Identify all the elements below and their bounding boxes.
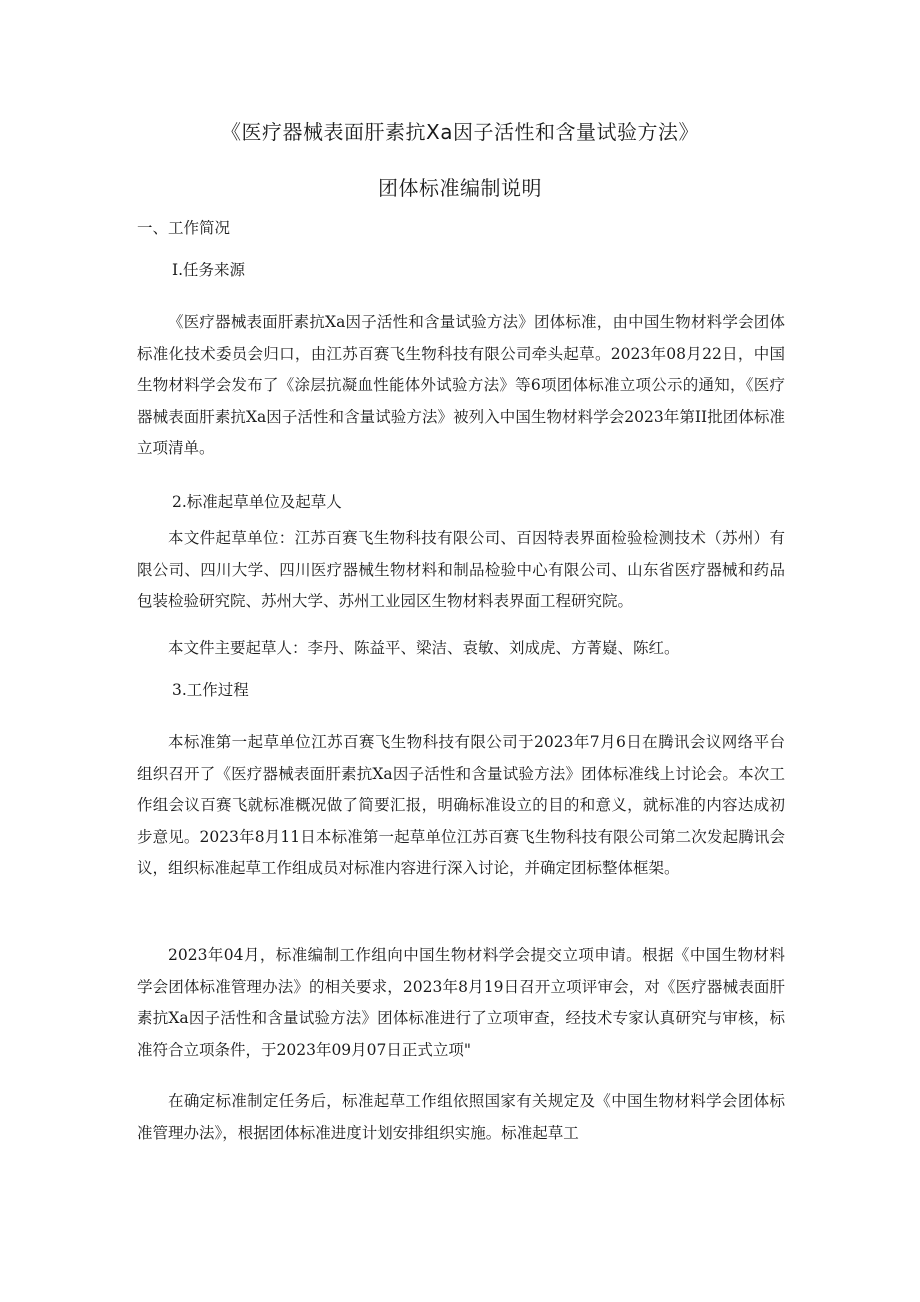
subheading-work-process: 3.工作过程 [172, 681, 249, 699]
subheading-drafting-units: 2.标准起草单位及起草人 [172, 493, 342, 511]
paragraph-task-source: 《医疗器械表面肝素抗Xa因子活性和含量试验方法》团体标准，由中国生物材料学会团体标准化技术委员会归口，由江苏百赛飞生物科技有限公司牵头起草。2023年08月22日，中国生物材料学会发布了《涂层抗凝血性能体外试验方法》等6项团体标准立项公示的通知，《医疗器械表面肝素抗Xa因子活性和含量试验方法》被列入中国生物材料学会2023年第II批团体标准立项清单。 [137, 313, 785, 457]
subheading-task-source: I.任务来源 [172, 261, 246, 279]
paragraph-drafting-units: 本文件起草单位：江苏百赛飞生物科技有限公司、百因特表界面检验检测技术（苏州）有限公司、四川大学、四川医疗器械生物材料和制品检验中心有限公司、山东省医疗器械和药品包装检验研究院、苏州大学、苏州工业园区生物材料表界面工程研究院。 [137, 529, 785, 610]
paragraph-work-process-1: 本标准第一起草单位江苏百赛飞生物科技有限公司于2023年7月6日在腾讯会议网络平台组织召开了《医疗器械表面肝素抗Xa因子活性和含量试验方法》团体标准线上讨论会。本次工作组会议百赛飞就标准概况做了简要汇报，明确标准设立的目的和意义，就标准的内容达成初步意见。2023年8月11日本标准第一起草单位江苏百赛飞生物科技有限公司第二次发起腾讯会议，组织标准起草工作组成员对标准内容进行深入讨论，并确定团标整体框架。 [137, 733, 785, 877]
paragraph-main-drafters: 本文件主要起草人：李丹、陈益平、梁洁、袁敏、刘成虎、方菁嶷、陈红。 [168, 639, 680, 657]
paragraph-work-process-3: 在确定标准制定任务后，标准起草工作组依照国家有关规定及《中国生物材料学会团体标准管理办法》，根据团体标准进度计划安排组织实施。标准起草工 [137, 1092, 785, 1142]
document-title: 《医疗器械表面肝素抗Xa因子活性和含量试验方法》 [221, 120, 699, 144]
paragraph-work-process-2: 2023年04月，标准编制工作组向中国生物材料学会提交立项申请。根据《中国生物材料学会团体标准管理办法》的相关要求，2023年8月19日召开立项评审会，对《医疗器械表面肝素抗Xa因子活性和含量试验方法》团体标准进行了立项审查，经技术专家认真研究与审核，标准符合立项条件，于2023年09月07日正式立项" [137, 946, 785, 1059]
section-heading-work-overview: 一、工作简况 [137, 219, 231, 237]
document-subtitle: 团体标准编制说明 [378, 176, 542, 200]
